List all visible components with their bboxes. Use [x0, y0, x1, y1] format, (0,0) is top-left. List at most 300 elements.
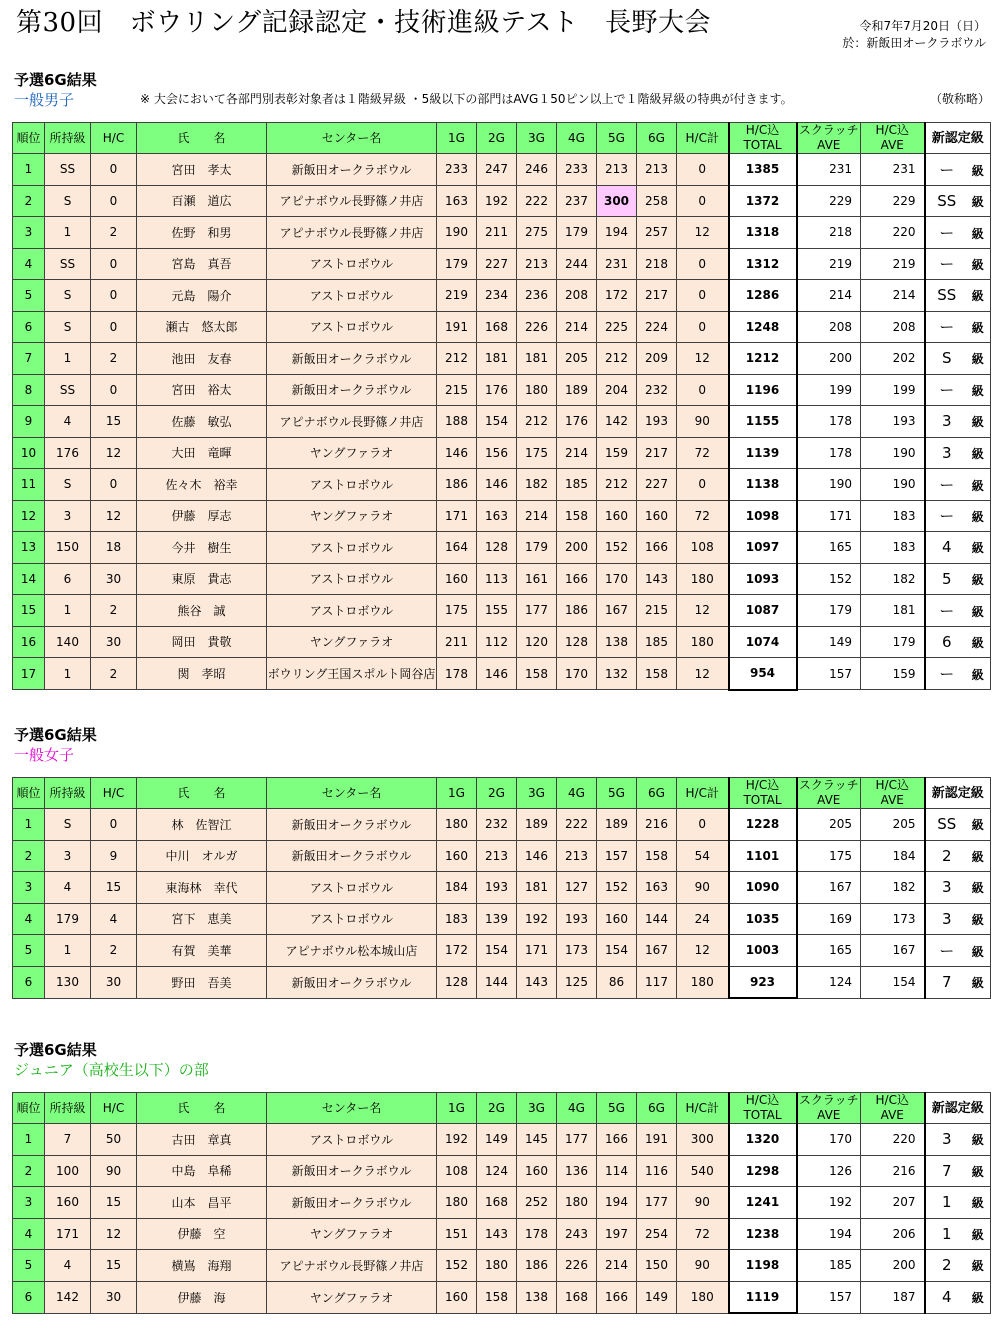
game-5-cell: 214 — [597, 1250, 637, 1282]
game-2-cell: 155 — [477, 595, 517, 627]
grade-unit: 級 — [971, 541, 984, 556]
game-1-cell: 191 — [437, 311, 477, 343]
player-name-cell: 伊藤 空 — [137, 1218, 267, 1250]
game-4-cell: 166 — [557, 563, 597, 595]
scratch-average-cell: 171 — [797, 500, 861, 532]
game-4-cell: 244 — [557, 248, 597, 280]
grade-value: 3 — [941, 909, 952, 928]
game-6-cell: 166 — [637, 532, 677, 564]
handicap-average-cell: 214 — [861, 280, 925, 312]
handicap-total-cell: 0 — [677, 374, 729, 406]
header-new-grade — [925, 123, 991, 154]
total-cell: 1155 — [729, 406, 797, 438]
header-held-grade — [45, 123, 91, 154]
center-name-cell: ボウリング王国スポルト岡谷店 — [267, 658, 437, 690]
header-label: H/C計 — [685, 130, 719, 145]
handicap-average-cell: 231 — [861, 154, 925, 186]
table-row — [13, 1281, 991, 1313]
header-label: 1G — [448, 785, 465, 800]
rank-cell: 13 — [13, 532, 45, 564]
handicap-total-cell: 90 — [677, 406, 729, 438]
handicap-cell: 15 — [91, 1250, 137, 1282]
header-label: 順位 — [16, 130, 41, 145]
held-grade-cell: 1 — [45, 343, 91, 375]
game-1-cell: 175 — [437, 595, 477, 627]
game-6-cell: 116 — [637, 1155, 677, 1187]
game-3-cell: 226 — [517, 311, 557, 343]
header-held-grade — [45, 1093, 91, 1124]
header-label: H/C — [102, 785, 125, 800]
center-name-cell: 新飯田オークラボウル — [267, 966, 437, 998]
header-game-2 — [477, 123, 517, 154]
scratch-average-cell: 231 — [797, 154, 861, 186]
rank-cell: 3 — [13, 872, 45, 904]
header-label: 1G — [448, 130, 465, 145]
header-label: 3G — [528, 785, 545, 800]
center-name-cell: アストロボウル — [267, 280, 437, 312]
game-5-cell: 160 — [597, 903, 637, 935]
game-2-cell: 149 — [477, 1124, 517, 1156]
handicap-total-cell: 0 — [677, 311, 729, 343]
header-game-3 — [517, 1093, 557, 1124]
game-5-cell: 159 — [597, 437, 637, 469]
handicap-cell: 30 — [91, 1281, 137, 1313]
held-grade-cell: SS — [45, 374, 91, 406]
header-game-4 — [557, 778, 597, 809]
game-2-cell: 112 — [477, 626, 517, 658]
game-6-cell: 257 — [637, 217, 677, 249]
new-grade-cell — [925, 935, 991, 967]
header-center-name — [267, 1093, 437, 1124]
header-label: 1G — [448, 1100, 465, 1115]
handicap-average-cell: 190 — [861, 469, 925, 501]
header-label: H/C — [102, 1100, 125, 1115]
handicap-cell: 2 — [91, 658, 137, 690]
header-total-with-handicap — [729, 123, 797, 154]
handicap-average-cell: 181 — [861, 595, 925, 627]
game-2-cell: 146 — [477, 658, 517, 690]
game-2-cell: 213 — [477, 840, 517, 872]
header-label: H/C込 — [745, 123, 780, 137]
handicap-average-cell: 187 — [861, 1281, 925, 1313]
grade-value: 3 — [941, 412, 952, 431]
header-handicap — [91, 123, 137, 154]
header-center-name — [267, 123, 437, 154]
game-6-cell: 185 — [637, 626, 677, 658]
rank-cell: 8 — [13, 374, 45, 406]
game-6-cell: 158 — [637, 840, 677, 872]
scratch-average-cell: 192 — [797, 1187, 861, 1219]
center-name-cell: 新飯田オークラボウル — [267, 154, 437, 186]
game-3-cell: 275 — [517, 217, 557, 249]
header-label: H/C込 — [875, 123, 909, 137]
page-title: 第30回 ボウリング記録認定・技術進級テスト 長野大会 — [16, 8, 712, 38]
results-table — [12, 122, 991, 691]
total-cell: 1098 — [729, 500, 797, 532]
header-player-name — [137, 123, 267, 154]
rank-cell: 12 — [13, 500, 45, 532]
table-row — [13, 154, 991, 186]
header-label: 氏 名 — [177, 1100, 226, 1115]
scratch-average-cell: 157 — [797, 1281, 861, 1313]
scratch-average-cell: 165 — [797, 935, 861, 967]
scratch-average-cell: 219 — [797, 248, 861, 280]
game-6-cell: 193 — [637, 406, 677, 438]
handicap-total-cell: 72 — [677, 500, 729, 532]
section-heading: 予選6G結果 — [14, 726, 97, 744]
game-6-cell: 213 — [637, 154, 677, 186]
game-2-cell: 192 — [477, 185, 517, 217]
game-5-cell: 231 — [597, 248, 637, 280]
table-row — [13, 1218, 991, 1250]
grade-value: S — [941, 349, 952, 368]
game-3-cell: 160 — [517, 1155, 557, 1187]
event-date: 令和7年7月20日（日） — [859, 19, 986, 33]
center-name-cell: アピナボウル長野篠ノ井店 — [267, 217, 437, 249]
held-grade-cell: S — [45, 280, 91, 312]
handicap-total-cell: 0 — [677, 280, 729, 312]
rank-cell: 6 — [13, 311, 45, 343]
handicap-cell: 30 — [91, 966, 137, 998]
new-grade-cell — [925, 1155, 991, 1187]
game-6-cell: 216 — [637, 809, 677, 841]
header-label: H/C — [102, 130, 125, 145]
game-4-cell: 158 — [557, 500, 597, 532]
grade-value: 7 — [941, 973, 952, 991]
header-game-4 — [557, 123, 597, 154]
game-5-cell: 213 — [597, 154, 637, 186]
game-3-cell: 212 — [517, 406, 557, 438]
header-label: AVE — [817, 793, 841, 807]
game-4-cell: 177 — [557, 1124, 597, 1156]
game-1-cell: 171 — [437, 500, 477, 532]
center-name-cell: 新飯田オークラボウル — [267, 374, 437, 406]
game-5-cell: 212 — [597, 343, 637, 375]
new-grade-cell — [925, 966, 991, 998]
grade-value: SS — [937, 286, 957, 305]
center-name-cell: アストロボウル — [267, 311, 437, 343]
header-handicap-total — [677, 123, 729, 154]
game-4-cell: 193 — [557, 903, 597, 935]
rank-cell: 1 — [13, 154, 45, 186]
player-name-cell: 関 孝昭 — [137, 658, 267, 690]
game-2-cell: 143 — [477, 1218, 517, 1250]
game-1-cell: 164 — [437, 532, 477, 564]
header-label: AVE — [880, 1108, 904, 1122]
total-cell: 1101 — [729, 840, 797, 872]
scratch-average-cell: 190 — [797, 469, 861, 501]
player-name-cell: 伊藤 厚志 — [137, 500, 267, 532]
scratch-average-cell: 149 — [797, 626, 861, 658]
handicap-total-cell: 108 — [677, 532, 729, 564]
section-men — [12, 70, 990, 691]
table-row — [13, 1124, 991, 1156]
new-grade-cell — [925, 903, 991, 935]
held-grade-cell: 1 — [45, 595, 91, 627]
scratch-average-cell: 152 — [797, 563, 861, 595]
new-grade-cell — [925, 872, 991, 904]
handicap-cell: 0 — [91, 154, 137, 186]
center-name-cell: 新飯田オークラボウル — [267, 1155, 437, 1187]
rank-cell: 16 — [13, 626, 45, 658]
game-1-cell: 160 — [437, 1281, 477, 1313]
rank-cell: 1 — [13, 809, 45, 841]
handicap-average-cell: 154 — [861, 966, 925, 998]
handicap-cell: 0 — [91, 248, 137, 280]
handicap-total-cell: 12 — [677, 935, 729, 967]
game-5-cell: 194 — [597, 1187, 637, 1219]
handicap-average-cell: 184 — [861, 840, 925, 872]
grade-value: SS — [937, 191, 957, 210]
handicap-average-cell: 193 — [861, 406, 925, 438]
table-row — [13, 185, 991, 217]
new-grade-cell — [925, 1218, 991, 1250]
header-game-6 — [637, 123, 677, 154]
table-row — [13, 343, 991, 375]
handicap-total-cell: 180 — [677, 1281, 729, 1313]
game-6-cell: 217 — [637, 437, 677, 469]
section-category: ジュニア（高校生以下）の部 — [14, 1061, 209, 1079]
handicap-average-cell: 183 — [861, 500, 925, 532]
handicap-cell: 18 — [91, 532, 137, 564]
game-1-cell: 151 — [437, 1218, 477, 1250]
header-label: H/C込 — [875, 778, 909, 792]
game-3-cell: 120 — [517, 626, 557, 658]
game-1-cell: 186 — [437, 469, 477, 501]
header-label: AVE — [817, 138, 841, 152]
header-game-6 — [637, 778, 677, 809]
handicap-average-cell: 206 — [861, 1218, 925, 1250]
game-1-cell: 233 — [437, 154, 477, 186]
total-cell: 1212 — [729, 343, 797, 375]
scratch-average-cell: 178 — [797, 437, 861, 469]
game-4-cell: 168 — [557, 1281, 597, 1313]
game-1-cell: 160 — [437, 563, 477, 595]
total-cell: 1139 — [729, 437, 797, 469]
grade-unit: 級 — [971, 635, 984, 650]
held-grade-cell: 179 — [45, 903, 91, 935]
handicap-average-cell: 182 — [861, 563, 925, 595]
grade-unit: 級 — [971, 849, 984, 864]
header-game-4 — [557, 1093, 597, 1124]
held-grade-cell: 1 — [45, 217, 91, 249]
center-name-cell: アストロボウル — [267, 903, 437, 935]
game-5-cell: 160 — [597, 500, 637, 532]
game-1-cell: 128 — [437, 966, 477, 998]
rank-cell: 9 — [13, 406, 45, 438]
handicap-cell: 0 — [91, 311, 137, 343]
game-1-cell: 179 — [437, 248, 477, 280]
header-label: 氏 名 — [177, 785, 226, 800]
player-name-cell: 中川 オルガ — [137, 840, 267, 872]
scratch-average-cell: 165 — [797, 532, 861, 564]
game-2-cell: 232 — [477, 809, 517, 841]
grade-unit: 級 — [971, 384, 984, 399]
scratch-average-cell: 229 — [797, 185, 861, 217]
held-grade-cell: S — [45, 469, 91, 501]
game-6-cell: 158 — [637, 658, 677, 690]
game-4-cell: 213 — [557, 840, 597, 872]
game-2-cell: 154 — [477, 406, 517, 438]
handicap-average-cell: 229 — [861, 185, 925, 217]
handicap-total-cell: 0 — [677, 154, 729, 186]
grade-unit: 級 — [971, 289, 984, 304]
handicap-total-cell: 12 — [677, 595, 729, 627]
header-label: H/C込 — [745, 778, 780, 792]
new-grade-cell — [925, 469, 991, 501]
game-6-cell: 217 — [637, 280, 677, 312]
handicap-cell: 2 — [91, 595, 137, 627]
grade-value: 4 — [941, 1288, 952, 1306]
total-cell: 1035 — [729, 903, 797, 935]
game-1-cell: 180 — [437, 809, 477, 841]
game-5-cell: 172 — [597, 280, 637, 312]
game-2-cell: 227 — [477, 248, 517, 280]
center-name-cell: アストロボウル — [267, 469, 437, 501]
game-5-cell: 86 — [597, 966, 637, 998]
handicap-average-cell: 205 — [861, 809, 925, 841]
award-note: ※ 大会において各部門別表彰対象者は１階級昇級 ・5級以下の部門はAVG１50ピン以上で１階級昇級の特典が付きます。 — [140, 92, 793, 106]
handicap-cell: 0 — [91, 469, 137, 501]
grade-value: 3 — [941, 1130, 952, 1149]
grade-unit: 級 — [971, 881, 984, 896]
grade-unit: 級 — [971, 668, 984, 682]
game-1-cell: 215 — [437, 374, 477, 406]
scratch-average-cell: 205 — [797, 809, 861, 841]
scratch-average-cell: 194 — [797, 1218, 861, 1250]
game-5-cell: 138 — [597, 626, 637, 658]
rank-cell: 1 — [13, 1124, 45, 1156]
header-label: 4G — [568, 785, 585, 800]
game-6-cell: 258 — [637, 185, 677, 217]
handicap-average-cell: 190 — [861, 437, 925, 469]
header-game-1 — [437, 1093, 477, 1124]
game-4-cell: 170 — [557, 658, 597, 690]
handicap-cell: 2 — [91, 217, 137, 249]
center-name-cell: アストロボウル — [267, 1124, 437, 1156]
header-label: 所持級 — [49, 130, 86, 145]
center-name-cell: アストロボウル — [267, 563, 437, 595]
table-row — [13, 469, 991, 501]
game-5-cell: 157 — [597, 840, 637, 872]
grade-value: 2 — [941, 846, 952, 865]
header-label: 2G — [488, 1100, 505, 1115]
game-1-cell: 172 — [437, 935, 477, 967]
game-3-cell: 213 — [517, 248, 557, 280]
player-name-cell: 佐野 和男 — [137, 217, 267, 249]
handicap-cell: 2 — [91, 343, 137, 375]
section-junior — [12, 1040, 990, 1314]
held-grade-cell: 3 — [45, 840, 91, 872]
game-4-cell: 127 — [557, 872, 597, 904]
rank-cell: 14 — [13, 563, 45, 595]
game-4-cell: 243 — [557, 1218, 597, 1250]
new-grade-cell — [925, 374, 991, 406]
header-label: 4G — [568, 1100, 585, 1115]
header-label: 所持級 — [49, 785, 86, 800]
player-name-cell: 林 佐智江 — [137, 809, 267, 841]
game-4-cell: 185 — [557, 469, 597, 501]
player-name-cell: 熊谷 誠 — [137, 595, 267, 627]
total-cell: 1312 — [729, 248, 797, 280]
header-label: 5G — [608, 1100, 625, 1115]
section-women — [12, 725, 990, 999]
held-grade-cell: 6 — [45, 563, 91, 595]
game-4-cell: 208 — [557, 280, 597, 312]
header-label: 5G — [608, 130, 625, 145]
handicap-average-cell: 183 — [861, 532, 925, 564]
game-4-cell: 200 — [557, 532, 597, 564]
player-name-cell: 中島 阜稀 — [137, 1155, 267, 1187]
total-cell: 1228 — [729, 809, 797, 841]
handicap-cell: 9 — [91, 840, 137, 872]
header-scratch-average — [797, 123, 861, 154]
header-label: スクラッチ — [798, 123, 859, 137]
game-4-cell: 214 — [557, 311, 597, 343]
handicap-cell: 30 — [91, 563, 137, 595]
player-name-cell: 東原 貴志 — [137, 563, 267, 595]
rank-cell: 4 — [13, 1218, 45, 1250]
handicap-total-cell: 72 — [677, 437, 729, 469]
handicap-total-cell: 0 — [677, 185, 729, 217]
player-name-cell: 伊藤 海 — [137, 1281, 267, 1313]
table-row — [13, 311, 991, 343]
grade-value: ー — [939, 318, 955, 337]
game-3-cell: 143 — [517, 966, 557, 998]
total-cell: 923 — [729, 966, 797, 998]
total-cell: 1003 — [729, 935, 797, 967]
header-handicap-total — [677, 778, 729, 809]
table-row — [13, 872, 991, 904]
handicap-total-cell: 0 — [677, 248, 729, 280]
header-game-5 — [597, 123, 637, 154]
grade-value: ー — [939, 507, 955, 526]
held-grade-cell: 140 — [45, 626, 91, 658]
game-4-cell: 226 — [557, 1250, 597, 1282]
handicap-average-cell: 219 — [861, 248, 925, 280]
center-name-cell: アストロボウル — [267, 872, 437, 904]
game-3-cell: 175 — [517, 437, 557, 469]
grade-value: 3 — [941, 878, 952, 897]
held-grade-cell: 142 — [45, 1281, 91, 1313]
total-cell: 1074 — [729, 626, 797, 658]
game-5-cell: 132 — [597, 658, 637, 690]
handicap-total-cell: 12 — [677, 217, 729, 249]
center-name-cell: ヤングファラオ — [267, 500, 437, 532]
game-1-cell: 146 — [437, 437, 477, 469]
total-cell: 954 — [729, 658, 797, 690]
player-name-cell: 岡田 貴敬 — [137, 626, 267, 658]
header-game-2 — [477, 1093, 517, 1124]
honorific-note: （敬称略） — [929, 92, 990, 106]
game-2-cell: 156 — [477, 437, 517, 469]
game-2-cell: 176 — [477, 374, 517, 406]
game-6-cell: 167 — [637, 935, 677, 967]
new-grade-cell — [925, 1124, 991, 1156]
header-label: 2G — [488, 130, 505, 145]
grade-value: ー — [939, 665, 955, 683]
new-grade-cell — [925, 185, 991, 217]
grade-value: 5 — [941, 569, 952, 588]
player-name-cell: 大田 竜暉 — [137, 437, 267, 469]
game-5-cell: 212 — [597, 469, 637, 501]
held-grade-cell: S — [45, 809, 91, 841]
header-scratch-average — [797, 1093, 861, 1124]
game-1-cell: 188 — [437, 406, 477, 438]
game-4-cell: 189 — [557, 374, 597, 406]
new-grade-cell — [925, 1281, 991, 1313]
results-table-container — [12, 1092, 990, 1314]
